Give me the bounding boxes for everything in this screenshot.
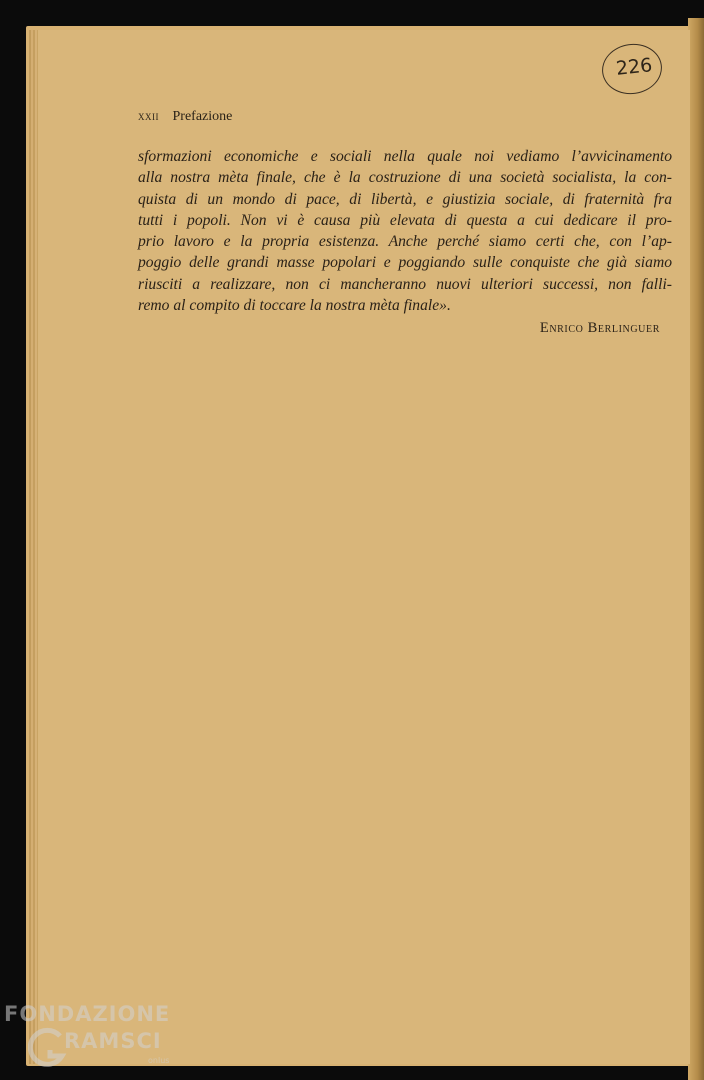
watermark-line1: FONDAZIONE [4, 1002, 171, 1026]
text-line: poggio delle grandi masse popolari e poggiando sulle conquiste che già siamo [138, 254, 672, 272]
text-line: alla nostra mèta finale, che è la costruzione di una società socialista, la con- [138, 169, 672, 187]
handwritten-folio-number: 226 [614, 54, 654, 80]
book-spine-edge [688, 18, 704, 1080]
author-signature: Enrico Berlinguer [539, 320, 660, 336]
watermark-line2: RAMSCI [64, 1029, 162, 1053]
page-number: xxii [138, 108, 159, 123]
text-line: tutti i popoli. Non vi è causa più elevata di questa a cui dedicare il pro- [138, 211, 672, 229]
watermark-suffix: onlus [148, 1056, 170, 1065]
running-head [138, 108, 232, 125]
fondazione-gramsci-watermark [2, 1002, 182, 1078]
body-paragraph [138, 146, 672, 316]
text-line: quista di un mondo di pace, di libertà, e giustizia sociale, di fraternità fra [138, 190, 672, 208]
text-line: remo al compito di toccare la nostra mèta finale». [138, 297, 451, 315]
text-line: riusciti a realizzare, non ci mancheranno nuovi ulteriori successi, non falli- [138, 275, 672, 293]
text-line: sformazioni economiche e sociali nella quale noi vediamo l’avvicinamento [138, 148, 672, 165]
section-title: Prefazione [172, 109, 233, 124]
watermark-g-logo-icon [28, 1026, 68, 1072]
text-line: prio lavoro e la propria esistenza. Anche perché siamo certi che, con l’ap- [138, 233, 672, 251]
